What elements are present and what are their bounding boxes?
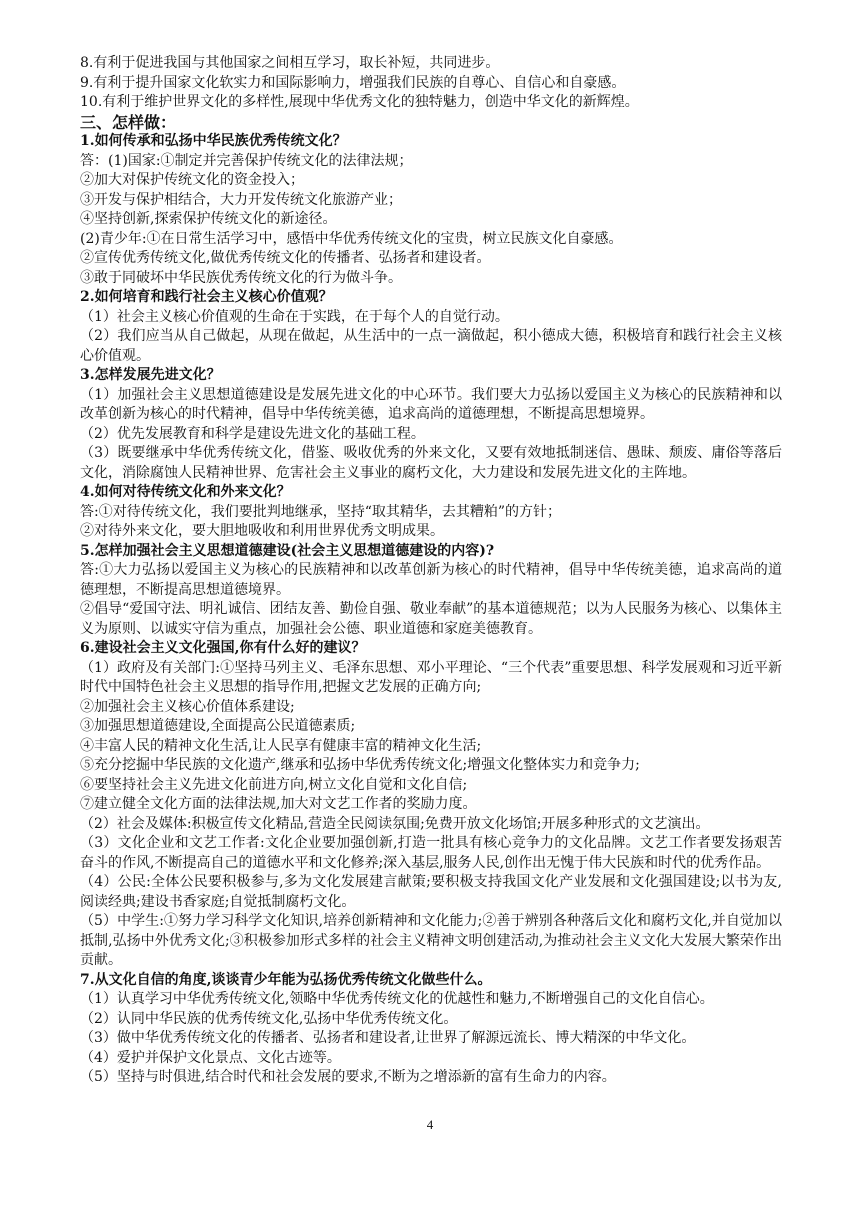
paragraph: 答：(1)国家:①制定并完善保护传统文化的法律法规； xyxy=(80,152,413,169)
paragraph: （1）社会主义核心价值观的生命在于实践，在于每个人的自觉行动。 xyxy=(80,308,509,325)
paragraph: （1）加强社会主义思想道德建设是发展先进文化的中心环节。我们要大力弘扬以爱国主义为核心的民族精神和以改革创新为核心的时代精神，倡导中华传统美德，追求高尚的道德理想，不断提高思想境界。 xyxy=(80,386,782,422)
paragraph: （3）做中华优秀传统文化的传播者、弘扬者和建设者,让世界了解源远流长、博大精深的中华文化。 xyxy=(80,1030,696,1046)
document-body xyxy=(80,54,782,1088)
paragraph: （2）社会及媒体:积极宣传文化精品,营造全民阅读氛围;免费开放文化场馆;开展多种形式的文艺演出。 xyxy=(80,815,710,832)
paragraph: （4）爱护并保护文化景点、文化古迹等。 xyxy=(80,1049,341,1066)
paragraph: ④丰富人民的精神文化生活,让人民享有健康丰富的精神文化生活; xyxy=(80,737,482,754)
paragraph: ④坚持创新,探索保护传统文化的新途径。 xyxy=(80,211,337,227)
paragraph: （5）中学生:①努力学习科学文化知识,培养创新精神和文化能力;②善于辨别各种落后文化和腐朽文化,并自觉加以抵制,弘扬中外优秀文化;③积极参加形式多样的社会主义精神文明创建活动,为推动社会主义文化大发展大繁荣作出贡献。 xyxy=(80,913,782,968)
heading: 三、怎样做： xyxy=(80,112,177,132)
paragraph: 10.有利于维护世界文化的多样性,展现中华优秀文化的独特魅力，创造中华文化的新辉煌。 xyxy=(80,94,639,110)
paragraph: ⑤充分挖掘中华民族的文化遗产,继承和弘扬中华优秀传统文化;增强文化整体实力和竞争力; xyxy=(80,757,640,773)
paragraph: ②加大对保护传统文化的资金投入； xyxy=(80,172,304,188)
paragraph: ②宣传优秀传统文化,做优秀传统文化的传播者、弘扬者和建设者。 xyxy=(80,250,491,266)
paragraph: 答:①大力弘扬以爱国主义为核心的民族精神和以改革创新为核心的时代精神，倡导中华传统美德，追求高尚的道德理想，不断提高思想道德境界。 xyxy=(80,562,782,598)
paragraph: 答:①对待传统文化，我们要批判地继承，坚持“取其精华，去其糟粕”的方针； xyxy=(80,503,562,520)
paragraph: ②加强社会主义核心价值体系建设; xyxy=(80,698,295,715)
page-number: 4 xyxy=(426,1117,434,1132)
heading: 4.如何对待传统文化和外来文化？ xyxy=(80,484,291,500)
paragraph: ③加强思想道德建设,全面提高公民道德素质; xyxy=(80,718,356,734)
paragraph: ②倡导“爱国守法、明礼诚信、团结友善、勤俭自强、敬业奉献”的基本道德规范；以为人民服务为核心、以集体主义为原则、以诚实守信为重点，加强社会公德、职业道德和家庭美德教育。 xyxy=(80,601,782,637)
paragraph: ③敢于同破坏中华民族优秀传统文化的行为做斗争。 xyxy=(80,269,402,286)
paragraph: 8.有利于促进我国与其他国家之间相互学习，取长补短，共同进步。 xyxy=(80,55,500,71)
paragraph: （2）认同中华民族的优秀传统文化,弘扬中华优秀传统文化。 xyxy=(80,1010,458,1027)
heading: 2.如何培育和践行社会主义核心价值观？ xyxy=(80,289,333,305)
paragraph: ②对待外来文化，要大胆地吸收和利用世界优秀文明成果。 xyxy=(80,523,444,539)
paragraph: ⑦建立健全文化方面的法律法规,加大对文艺工作者的奖励力度。 xyxy=(80,796,477,812)
heading: 7.从文化自信的角度,谈谈青少年能为弘扬优秀传统文化做些什么。 xyxy=(80,971,492,988)
heading: 3.怎样发展先进文化？ xyxy=(80,367,221,383)
paragraph: （5）坚持与时俱进,结合时代和社会发展的要求,不断为之增添新的富有生命力的内容。 xyxy=(80,1069,616,1085)
heading: 6.建设社会主义文化强国,你有什么好的建议？ xyxy=(80,640,366,656)
paragraph: (2)青少年:①在日常生活学习中，感悟中华优秀传统文化的宝贵，树立民族文化自豪感。 xyxy=(80,230,623,247)
paragraph: ⑥要坚持社会主义先进文化前进方向,树立文化自觉和文化自信; xyxy=(80,776,468,793)
heading: 1.如何传承和弘扬中华民族优秀传统文化？ xyxy=(80,133,347,149)
paragraph: ③开发与保护相结合，大力开发传统文化旅游产业； xyxy=(80,191,402,208)
paragraph: （1）政府及有关部门:①坚持马列主义、毛泽东思想、邓小平理论、“三个代表”重要思想、科学发展观和习近平新时代中国特色社会主义思想的指导作用,把握文艺发展的正确方向; xyxy=(80,659,782,695)
heading: 5.怎样加强社会主义思想道德建设(社会主义思想道德建设的内容)? xyxy=(80,542,495,559)
paragraph: （4）公民:全体公民要积极参与,多为文化发展建言献策;要积极支持我国文化产业发展和文化强国建设;以书为友,阅读经典;建设书香家庭;自觉抵制腐朽文化。 xyxy=(80,874,782,910)
paragraph: （2）我们应当从自己做起，从现在做起，从生活中的一点一滴做起，积小德成大德，积极培育和践行社会主义核心价值观。 xyxy=(80,328,782,364)
paragraph: （2）优先发展教育和科学是建设先进文化的基础工程。 xyxy=(80,425,425,442)
paragraph: 9.有利于提升国家文化软实力和国际影响力，增强我们民族的自尊心、自信心和自豪感。 xyxy=(80,74,626,91)
paragraph: （3）文化企业和文艺工作者:文化企业要加强创新,打造一批具有核心竞争力的文化品牌。文艺工作者要发扬艰苦奋斗的作风,不断提高自己的道德水平和文化修养;深入基层,服务人民,创作出无愧于伟大民族和时代的优秀作品。 xyxy=(80,835,782,871)
paragraph: （1）认真学习中华优秀传统文化,领略中华优秀传统文化的优越性和魅力,不断增强自己的文化自信心。 xyxy=(80,991,714,1007)
paragraph: （3）既要继承中华优秀传统文化，借鉴、吸收优秀的外来文化，又要有效地抵制迷信、愚昧、颓废、庸俗等落后文化，消除腐蚀人民精神世界、危害社会主义事业的腐朽文化，大力建设和发展先进文化的主阵地。 xyxy=(80,445,782,481)
